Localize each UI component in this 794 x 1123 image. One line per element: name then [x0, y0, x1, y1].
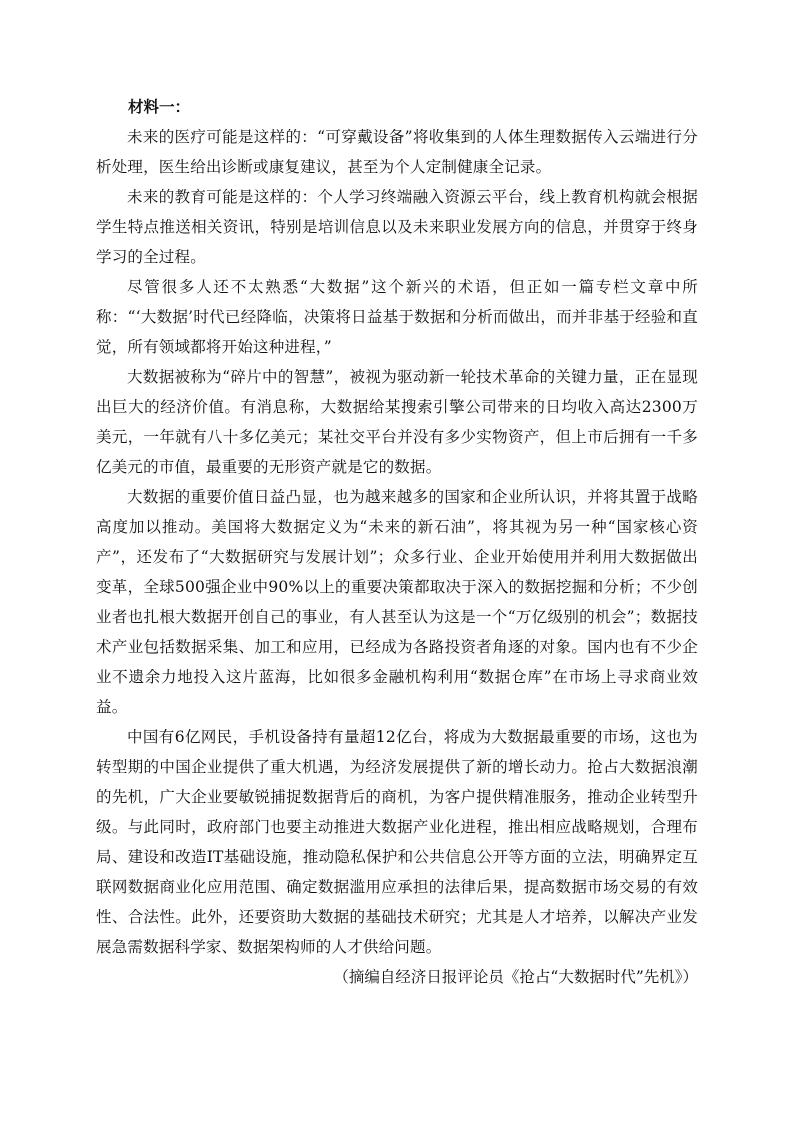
- paragraph-5: 大数据的重要价值日益凸显，也为越来越多的国家和企业所认识，并将其置于战略高度加以推动。美国将大数据定义为“未来的新石油”，将其视为另一种“国家核心资产”，还发布了“大数据研究与发展计划”；众多行业、企业开始使用并利用大数据做出变革，全球500强企业中90%以上的重要决策都取决于深入的数据挖掘和分析；不少创业者也扎根大数据开创自己的事业，有人甚至认为这是一个“万亿级别的机会”；数据技术产业包括数据采集、加工和应用，已经成为各路投资者角逐的对象。国内也有不少企业不遗余力地投入这片蓝海，比如很多金融机构利用“数据仓库”在市场上寻求商业效益。: [96, 488, 698, 716]
- document-page: [96, 92, 698, 992]
- paragraph-6: 中国有6亿网民，手机设备持有量超12亿台，将成为大数据最重要的市场，这也为转型期的中国企业提供了重大机遇，为经济发展提供了新的增长动力。抢占大数据浪潮的先机，广大企业要敏锐捕捉数据背后的商机，为客户提供精准服务，推动企业转型升级。与此同时，政府部门也要主动推进大数据产业化进程，推出相应战略规划，合理布局、建设和改造IT基础设施，推动隐私保护和公共信息公开等方面的立法，明确界定互联网数据商业化应用范围、确定数据滥用应承担的法律后果，提高数据市场交易的有效性、合法性。此外，还要资助大数据的基础技术研究；尤其是人才培养，以解决产业发展急需数据科学家、数据架构师的人才供给问题。: [96, 728, 698, 956]
- paragraph-4: 大数据被称为“碎片中的智慧”，被视为驱动新一轮技术革命的关键力量，正在显现出巨大的经济价值。有消息称，大数据给某搜索引擎公司带来的日均收入高达2300万美元，一年就有八十多亿美元；某社交平台并没有多少实物资产，但上市后拥有一千多亿美元的市值，最重要的无形资产就是它的数据。: [96, 368, 698, 476]
- source-citation: （摘编自经济日报评论员《抢占“大数据时代”先机》）: [333, 968, 698, 986]
- section-heading: 材料一：: [128, 97, 191, 116]
- paragraph-1: 未来的医疗可能是这样的：“可穿戴设备”将收集到的人体生理数据传入云端进行分析处理，医生给出诊断或康复建议，甚至为个人定制健康全记录。: [96, 128, 698, 176]
- paragraph-2: 未来的教育可能是这样的：个人学习终端融入资源云平台，线上教育机构就会根据学生特点推送相关资讯，特别是培训信息以及未来职业发展方向的信息，并贯穿于终身学习的全过程。: [96, 188, 698, 266]
- paragraph-3: 尽管很多人还不太熟悉“大数据”这个新兴的术语，但正如一篇专栏文章中所称：“‘大数据’时代已经降临，决策将日益基于数据和分析而做出，而并非基于经验和直觉，所有领域都将开始这种进程，”: [96, 278, 698, 356]
